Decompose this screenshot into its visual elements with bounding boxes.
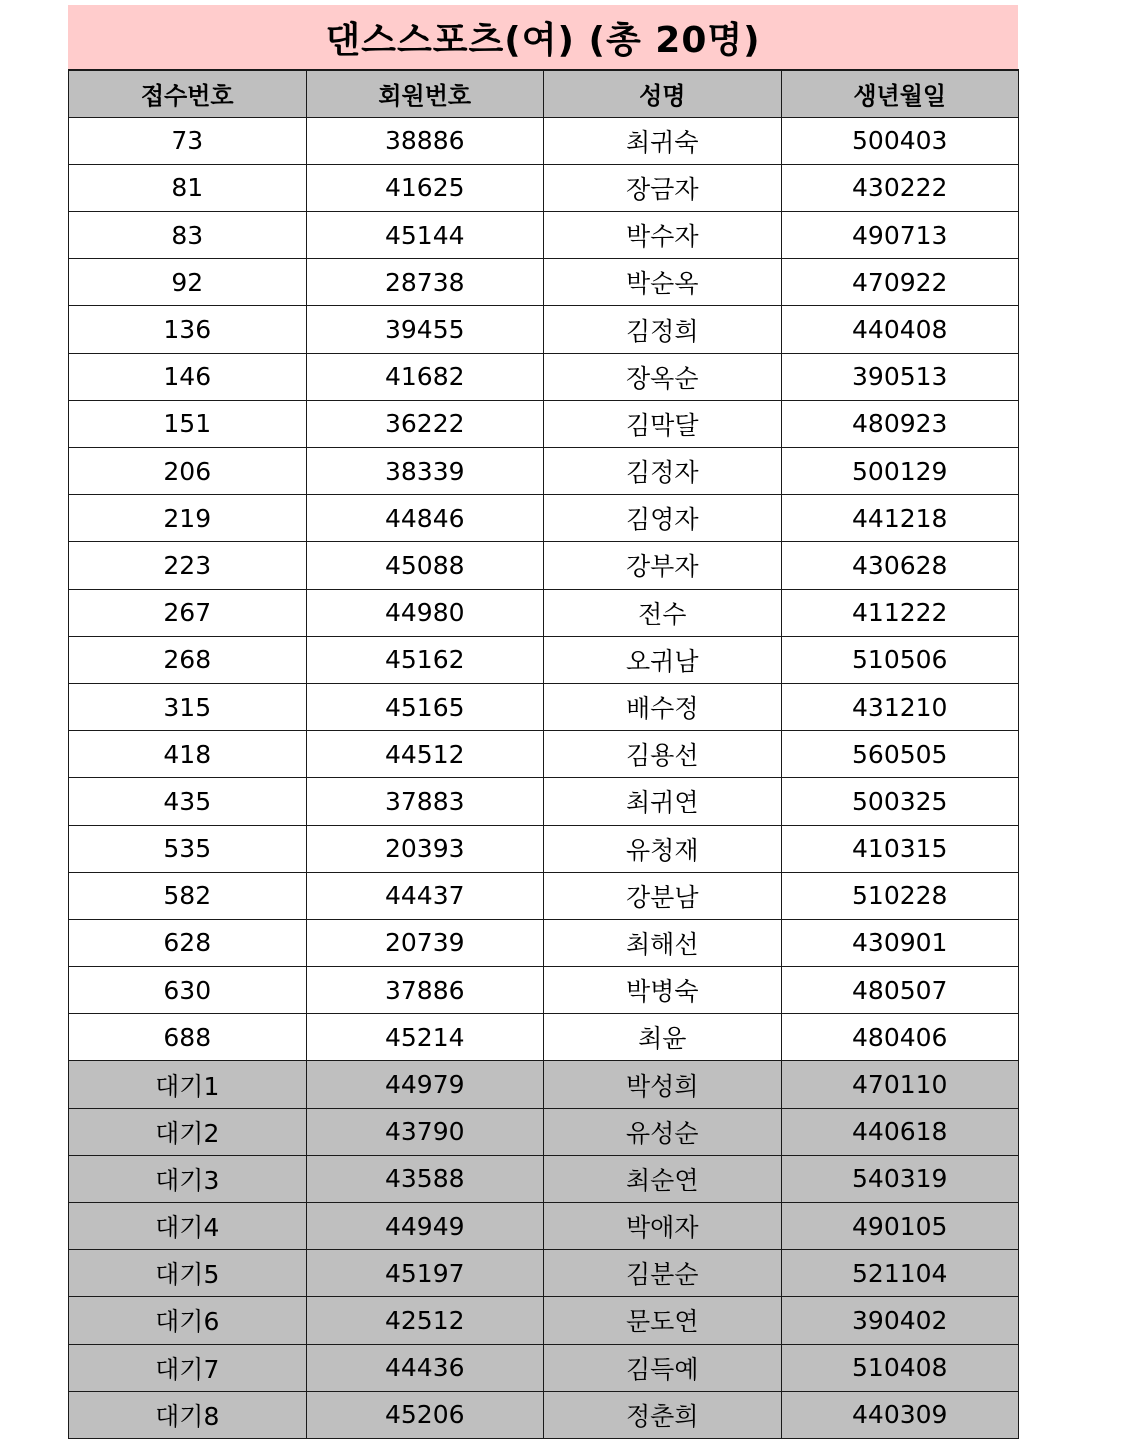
table-row: [69, 212, 1019, 259]
receipt-number-cell: 대기8: [69, 1391, 307, 1438]
table-row: [69, 1014, 1019, 1061]
name-cell: 강분남: [544, 872, 782, 919]
receipt-number-cell: 대기5: [69, 1250, 307, 1297]
name-cell: 김분순: [544, 1250, 782, 1297]
table-row: [69, 636, 1019, 683]
member-number-cell: 44512: [306, 731, 544, 778]
waiting-row: [69, 1344, 1019, 1391]
member-number-cell: 44980: [306, 589, 544, 636]
receipt-number-cell: 435: [69, 778, 307, 825]
table-row: [69, 448, 1019, 495]
birthdate-cell: 560505: [781, 731, 1019, 778]
receipt-number-cell: 146: [69, 353, 307, 400]
name-cell: 박수자: [544, 212, 782, 259]
name-cell: 김득예: [544, 1344, 782, 1391]
name-cell: 오귀남: [544, 636, 782, 683]
receipt-number-cell: 267: [69, 589, 307, 636]
name-cell: 전수: [544, 589, 782, 636]
column-header-receipt-number: 접수번호: [69, 70, 307, 117]
table-row: [69, 495, 1019, 542]
birthdate-cell: 440309: [781, 1391, 1019, 1438]
name-cell: 최해선: [544, 919, 782, 966]
birthdate-cell: 521104: [781, 1250, 1019, 1297]
receipt-number-cell: 81: [69, 164, 307, 211]
birthdate-cell: 390513: [781, 353, 1019, 400]
birthdate-cell: 490105: [781, 1203, 1019, 1250]
birthdate-cell: 470922: [781, 259, 1019, 306]
column-header-member-number: 회원번호: [306, 70, 544, 117]
birthdate-cell: 431210: [781, 683, 1019, 730]
table-row: [69, 306, 1019, 353]
birthdate-cell: 390402: [781, 1297, 1019, 1344]
name-cell: 김영자: [544, 495, 782, 542]
member-number-cell: 44846: [306, 495, 544, 542]
name-cell: 최순연: [544, 1155, 782, 1202]
birthdate-cell: 480406: [781, 1014, 1019, 1061]
name-cell: 최귀숙: [544, 117, 782, 164]
member-number-cell: 38339: [306, 448, 544, 495]
member-number-cell: 39455: [306, 306, 544, 353]
receipt-number-cell: 대기7: [69, 1344, 307, 1391]
member-number-cell: 43588: [306, 1155, 544, 1202]
receipt-number-cell: 136: [69, 306, 307, 353]
name-cell: 장옥순: [544, 353, 782, 400]
receipt-number-cell: 73: [69, 117, 307, 164]
birthdate-cell: 510506: [781, 636, 1019, 683]
receipt-number-cell: 83: [69, 212, 307, 259]
member-number-cell: 45165: [306, 683, 544, 730]
waiting-row: [69, 1155, 1019, 1202]
member-number-cell: 28738: [306, 259, 544, 306]
birthdate-cell: 441218: [781, 495, 1019, 542]
receipt-number-cell: 대기6: [69, 1297, 307, 1344]
table-row: [69, 400, 1019, 447]
member-number-cell: 44437: [306, 872, 544, 919]
table-row: [69, 683, 1019, 730]
receipt-number-cell: 688: [69, 1014, 307, 1061]
name-cell: 정춘희: [544, 1391, 782, 1438]
receipt-number-cell: 418: [69, 731, 307, 778]
birthdate-cell: 500403: [781, 117, 1019, 164]
name-cell: 김용선: [544, 731, 782, 778]
member-number-cell: 45197: [306, 1250, 544, 1297]
birthdate-cell: 440618: [781, 1108, 1019, 1155]
birthdate-cell: 510408: [781, 1344, 1019, 1391]
name-cell: 문도연: [544, 1297, 782, 1344]
name-cell: 김정희: [544, 306, 782, 353]
table-row: [69, 919, 1019, 966]
table-row: [69, 259, 1019, 306]
name-cell: 최윤: [544, 1014, 782, 1061]
birthdate-cell: 411222: [781, 589, 1019, 636]
receipt-number-cell: 582: [69, 872, 307, 919]
member-number-cell: 44949: [306, 1203, 544, 1250]
birthdate-cell: 500325: [781, 778, 1019, 825]
member-number-cell: 37886: [306, 967, 544, 1014]
receipt-number-cell: 628: [69, 919, 307, 966]
receipt-number-cell: 535: [69, 825, 307, 872]
roster-table: [68, 69, 1019, 1439]
member-number-cell: 45088: [306, 542, 544, 589]
birthdate-cell: 440408: [781, 306, 1019, 353]
member-number-cell: 44979: [306, 1061, 544, 1108]
member-number-cell: 43790: [306, 1108, 544, 1155]
table-row: [69, 353, 1019, 400]
member-number-cell: 20393: [306, 825, 544, 872]
name-cell: 김막달: [544, 400, 782, 447]
member-number-cell: 42512: [306, 1297, 544, 1344]
name-cell: 박애자: [544, 1203, 782, 1250]
member-number-cell: 41625: [306, 164, 544, 211]
receipt-number-cell: 대기1: [69, 1061, 307, 1108]
birthdate-cell: 490713: [781, 212, 1019, 259]
column-header-birthdate: 생년월일: [781, 70, 1019, 117]
table-row: [69, 967, 1019, 1014]
receipt-number-cell: 대기4: [69, 1203, 307, 1250]
receipt-number-cell: 206: [69, 448, 307, 495]
waiting-row: [69, 1250, 1019, 1297]
table-row: [69, 731, 1019, 778]
table-row: [69, 589, 1019, 636]
receipt-number-cell: 151: [69, 400, 307, 447]
table-row: [69, 825, 1019, 872]
table-row: [69, 117, 1019, 164]
column-header-name: 성명: [544, 70, 782, 117]
birthdate-cell: 430628: [781, 542, 1019, 589]
name-cell: 장금자: [544, 164, 782, 211]
member-number-cell: 38886: [306, 117, 544, 164]
member-number-cell: 41682: [306, 353, 544, 400]
birthdate-cell: 470110: [781, 1061, 1019, 1108]
receipt-number-cell: 223: [69, 542, 307, 589]
waiting-row: [69, 1108, 1019, 1155]
name-cell: 배수정: [544, 683, 782, 730]
member-number-cell: 45162: [306, 636, 544, 683]
birthdate-cell: 430222: [781, 164, 1019, 211]
birthdate-cell: 480923: [781, 400, 1019, 447]
receipt-number-cell: 219: [69, 495, 307, 542]
header-row: [69, 70, 1019, 117]
birthdate-cell: 410315: [781, 825, 1019, 872]
name-cell: 박순옥: [544, 259, 782, 306]
table-row: [69, 164, 1019, 211]
roster-body: [69, 117, 1019, 1438]
waiting-row: [69, 1203, 1019, 1250]
waiting-row: [69, 1391, 1019, 1438]
table-row: [69, 872, 1019, 919]
waiting-row: [69, 1297, 1019, 1344]
birthdate-cell: 500129: [781, 448, 1019, 495]
receipt-number-cell: 대기3: [69, 1155, 307, 1202]
member-number-cell: 36222: [306, 400, 544, 447]
member-number-cell: 45206: [306, 1391, 544, 1438]
name-cell: 유성순: [544, 1108, 782, 1155]
name-cell: 박성희: [544, 1061, 782, 1108]
birthdate-cell: 540319: [781, 1155, 1019, 1202]
member-number-cell: 45144: [306, 212, 544, 259]
table-row: [69, 778, 1019, 825]
sheet-title: 댄스스포츠(여) (총 20명): [68, 5, 1018, 69]
name-cell: 유청재: [544, 825, 782, 872]
receipt-number-cell: 268: [69, 636, 307, 683]
waiting-row: [69, 1061, 1019, 1108]
member-number-cell: 37883: [306, 778, 544, 825]
name-cell: 최귀연: [544, 778, 782, 825]
member-number-cell: 44436: [306, 1344, 544, 1391]
birthdate-cell: 510228: [781, 872, 1019, 919]
name-cell: 김정자: [544, 448, 782, 495]
roster-sheet: [68, 5, 1018, 1439]
name-cell: 박병숙: [544, 967, 782, 1014]
birthdate-cell: 480507: [781, 967, 1019, 1014]
receipt-number-cell: 대기2: [69, 1108, 307, 1155]
receipt-number-cell: 92: [69, 259, 307, 306]
table-row: [69, 542, 1019, 589]
birthdate-cell: 430901: [781, 919, 1019, 966]
receipt-number-cell: 315: [69, 683, 307, 730]
name-cell: 강부자: [544, 542, 782, 589]
member-number-cell: 45214: [306, 1014, 544, 1061]
member-number-cell: 20739: [306, 919, 544, 966]
receipt-number-cell: 630: [69, 967, 307, 1014]
